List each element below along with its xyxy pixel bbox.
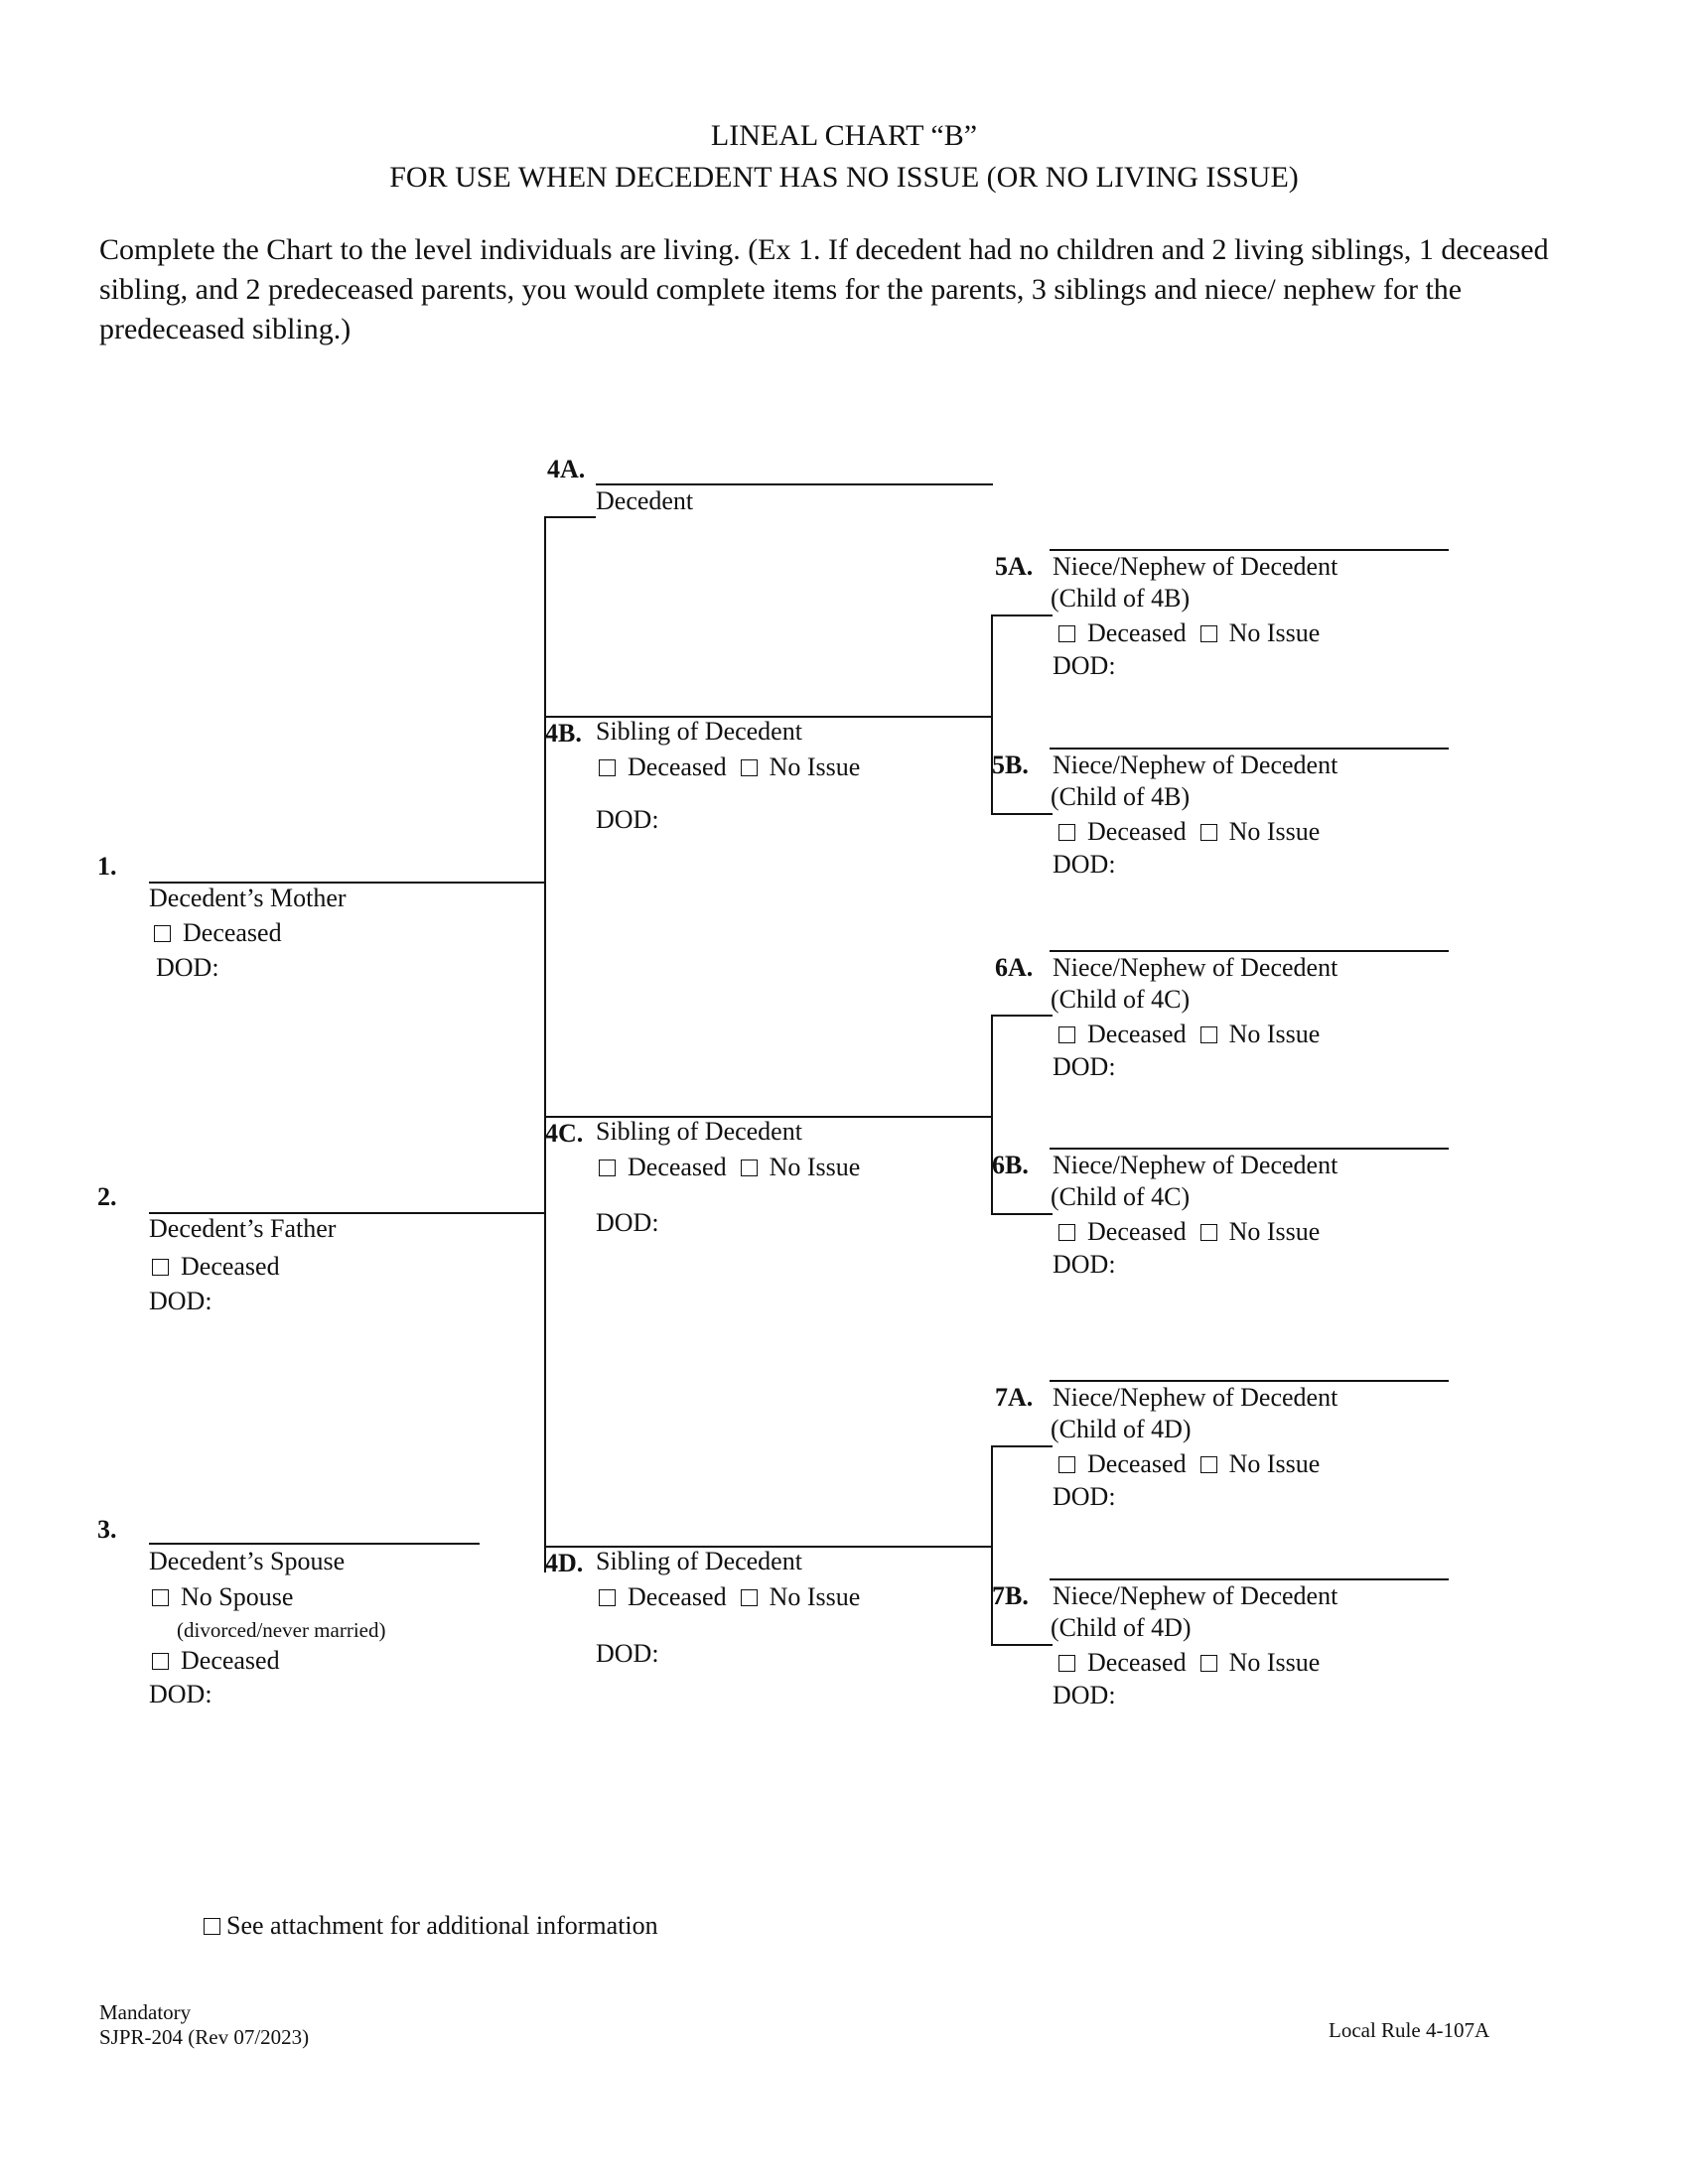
nephew-7a-dod-label: DOD: xyxy=(1053,1482,1116,1511)
sibling-4d-no-issue-checkbox[interactable] xyxy=(741,1589,758,1606)
sibling-4c-deceased-checkbox[interactable] xyxy=(599,1160,616,1176)
main-trunk-line xyxy=(544,516,546,1572)
nephew-6b-dod-label: DOD: xyxy=(1053,1250,1116,1279)
deceased-label: Deceased xyxy=(628,752,727,781)
spouse-deceased-option[interactable] xyxy=(152,1646,280,1676)
no-issue-label: No Issue xyxy=(769,1582,861,1611)
nephew-5b-options xyxy=(1058,817,1320,847)
deceased-label: Deceased xyxy=(1087,1449,1187,1478)
nephew-5a-no-issue-checkbox[interactable] xyxy=(1200,625,1217,642)
nephew-5b-dod-label: DOD: xyxy=(1053,850,1116,879)
deceased-label: Deceased xyxy=(181,1646,280,1675)
decedent-connector xyxy=(544,516,596,518)
nephew-7a-label: Niece/Nephew of Decedent xyxy=(1053,1383,1338,1412)
nephew-6a-dod-label: DOD: xyxy=(1053,1052,1116,1081)
item-2-number: 2. xyxy=(97,1182,117,1211)
attachment-option[interactable] xyxy=(204,1911,658,1941)
spouse-no-spouse-option[interactable] xyxy=(152,1582,293,1612)
nephew-5a-dod-label: DOD: xyxy=(1053,651,1116,680)
nephew-7a-deceased-checkbox[interactable] xyxy=(1058,1456,1075,1473)
no-issue-label: No Issue xyxy=(769,752,861,781)
nephew-5b-deceased-checkbox[interactable] xyxy=(1058,824,1075,841)
no-spouse-note: (divorced/never married) xyxy=(177,1618,386,1642)
nephew-5a-deceased-checkbox[interactable] xyxy=(1058,625,1075,642)
nephew-7a-no-issue-checkbox[interactable] xyxy=(1200,1456,1217,1473)
sibling-4d-options xyxy=(599,1582,860,1612)
branch-4b-vertical xyxy=(991,614,993,813)
no-spouse-label: No Spouse xyxy=(181,1582,294,1611)
nephew-7a-options xyxy=(1058,1449,1320,1479)
sibling-4c-label: Sibling of Decedent xyxy=(596,1117,802,1146)
nephew-5b-no-issue-checkbox[interactable] xyxy=(1200,824,1217,841)
nephew-6a-deceased-checkbox[interactable] xyxy=(1058,1026,1075,1043)
decedent-name-line[interactable] xyxy=(596,483,993,485)
footer-mandatory: Mandatory xyxy=(99,2000,192,2024)
sibling-4b-deceased-checkbox[interactable] xyxy=(599,759,616,776)
nephew-5b-name-line[interactable] xyxy=(1050,748,1449,750)
branch-5b-tick xyxy=(991,813,1053,815)
branch-6a-tick xyxy=(991,1015,1053,1017)
nephew-6b-label: Niece/Nephew of Decedent xyxy=(1053,1151,1338,1179)
item-5b-number: 5B. xyxy=(992,751,1029,779)
nephew-7a-name-line[interactable] xyxy=(1050,1380,1449,1382)
nephew-5a-child-of: (Child of 4B) xyxy=(1051,584,1191,613)
no-issue-label: No Issue xyxy=(769,1153,861,1181)
deceased-label: Deceased xyxy=(1087,1648,1187,1677)
no-spouse-checkbox[interactable] xyxy=(152,1589,169,1606)
nephew-6a-no-issue-checkbox[interactable] xyxy=(1200,1026,1217,1043)
deceased-label: Deceased xyxy=(1087,1217,1187,1246)
instructions: Complete the Chart to the level individuals are living. (Ex 1. If decedent had no children and 2 living siblings, 1 deceased sibling, and 2 predeceased parents, you would complete items for the parents, 3 siblings and niece/ nephew for the predeceased sibling.) xyxy=(99,233,1549,345)
page-title: LINEAL CHART “B” xyxy=(710,119,978,152)
sibling-4b-options xyxy=(599,752,860,782)
sibling-4d-dod-label: DOD: xyxy=(596,1639,659,1668)
no-issue-label: No Issue xyxy=(1228,1217,1321,1246)
deceased-label: Deceased xyxy=(183,918,282,947)
branch-7b-tick xyxy=(991,1644,1053,1646)
deceased-label: Deceased xyxy=(1087,817,1187,846)
sibling-4d-label: Sibling of Decedent xyxy=(596,1547,802,1575)
nephew-6b-options xyxy=(1058,1217,1320,1247)
sibling-4b-dod-label: DOD: xyxy=(596,805,659,834)
item-6a-number: 6A. xyxy=(995,953,1034,982)
sibling-4c-options xyxy=(599,1153,860,1182)
no-issue-label: No Issue xyxy=(1228,618,1321,647)
item-3-number: 3. xyxy=(97,1515,117,1544)
mother-deceased-checkbox[interactable] xyxy=(154,925,171,942)
nephew-6a-name-line[interactable] xyxy=(1050,950,1449,952)
nephew-5b-label: Niece/Nephew of Decedent xyxy=(1053,751,1338,779)
sibling-4c-dod-label: DOD: xyxy=(596,1208,659,1237)
spouse-dod-label: DOD: xyxy=(149,1680,212,1708)
item-4a-number: 4A. xyxy=(547,455,586,483)
nephew-7b-dod-label: DOD: xyxy=(1053,1681,1116,1709)
nephew-6b-deceased-checkbox[interactable] xyxy=(1058,1224,1075,1241)
father-label: Decedent’s Father xyxy=(149,1214,337,1243)
mother-deceased-option[interactable] xyxy=(154,918,282,948)
item-1-number: 1. xyxy=(97,852,117,881)
sibling-4c-no-issue-checkbox[interactable] xyxy=(741,1160,758,1176)
nephew-6b-no-issue-checkbox[interactable] xyxy=(1200,1224,1217,1241)
sibling-4d-deceased-checkbox[interactable] xyxy=(599,1589,616,1606)
no-issue-label: No Issue xyxy=(1228,1020,1321,1048)
nephew-7b-no-issue-checkbox[interactable] xyxy=(1200,1655,1217,1672)
spouse-deceased-checkbox[interactable] xyxy=(152,1653,169,1670)
branch-4d-vertical xyxy=(991,1445,993,1644)
deceased-label: Deceased xyxy=(628,1582,727,1611)
item-6b-number: 6B. xyxy=(992,1151,1029,1179)
mother-label: Decedent’s Mother xyxy=(149,884,347,912)
nephew-7b-label: Niece/Nephew of Decedent xyxy=(1053,1581,1338,1610)
item-7b-number: 7B. xyxy=(992,1581,1029,1610)
nephew-7b-name-line[interactable] xyxy=(1050,1578,1449,1580)
item-4d-number: 4D. xyxy=(545,1549,584,1577)
father-deceased-option[interactable] xyxy=(152,1252,280,1282)
nephew-5a-label: Niece/Nephew of Decedent xyxy=(1053,552,1338,581)
nephew-5b-child-of: (Child of 4B) xyxy=(1051,782,1191,811)
nephew-6a-label: Niece/Nephew of Decedent xyxy=(1053,953,1338,982)
deceased-label: Deceased xyxy=(181,1252,280,1281)
nephew-7b-deceased-checkbox[interactable] xyxy=(1058,1655,1075,1672)
no-issue-label: No Issue xyxy=(1228,1449,1321,1478)
branch-4c-vertical xyxy=(991,1015,993,1213)
item-4b-number: 4B. xyxy=(545,719,582,748)
nephew-6a-child-of: (Child of 4C) xyxy=(1051,985,1191,1014)
item-7a-number: 7A. xyxy=(995,1383,1034,1412)
footer-form-id: SJPR-204 (Rev 07/2023) xyxy=(99,2025,310,2049)
branch-6b-tick xyxy=(991,1213,1053,1215)
deceased-label: Deceased xyxy=(628,1153,727,1181)
nephew-7a-child-of: (Child of 4D) xyxy=(1051,1415,1192,1443)
no-issue-label: No Issue xyxy=(1228,817,1321,846)
footer-local-rule: Local Rule 4-107A xyxy=(1329,2018,1490,2042)
nephew-6b-child-of: (Child of 4C) xyxy=(1051,1182,1191,1211)
item-5a-number: 5A. xyxy=(995,552,1034,581)
branch-7a-tick xyxy=(991,1445,1053,1447)
nephew-7b-child-of: (Child of 4D) xyxy=(1051,1613,1192,1642)
page-subtitle: FOR USE WHEN DECEDENT HAS NO ISSUE (OR NO LIVING ISSUE) xyxy=(389,161,1299,194)
nephew-5a-options xyxy=(1058,618,1320,648)
spouse-name-line[interactable] xyxy=(149,1543,480,1545)
sibling-4b-label: Sibling of Decedent xyxy=(596,717,802,746)
nephew-7b-options xyxy=(1058,1648,1320,1678)
attachment-checkbox[interactable] xyxy=(204,1918,220,1935)
no-issue-label: No Issue xyxy=(1228,1648,1321,1677)
deceased-label: Deceased xyxy=(1087,1020,1187,1048)
mother-dod-label: DOD: xyxy=(156,953,219,982)
nephew-5a-name-line[interactable] xyxy=(1050,549,1449,551)
sibling-4b-no-issue-checkbox[interactable] xyxy=(741,759,758,776)
item-4c-number: 4C. xyxy=(545,1119,584,1148)
deceased-label: Deceased xyxy=(1087,618,1187,647)
nephew-6a-options xyxy=(1058,1020,1320,1049)
father-dod-label: DOD: xyxy=(149,1287,212,1315)
nephew-6b-name-line[interactable] xyxy=(1050,1148,1449,1150)
branch-5a-tick xyxy=(991,614,1053,616)
attachment-label: See attachment for additional information xyxy=(226,1911,658,1940)
decedent-label: Decedent xyxy=(596,486,694,515)
spouse-label: Decedent’s Spouse xyxy=(149,1547,346,1575)
father-deceased-checkbox[interactable] xyxy=(152,1259,169,1276)
